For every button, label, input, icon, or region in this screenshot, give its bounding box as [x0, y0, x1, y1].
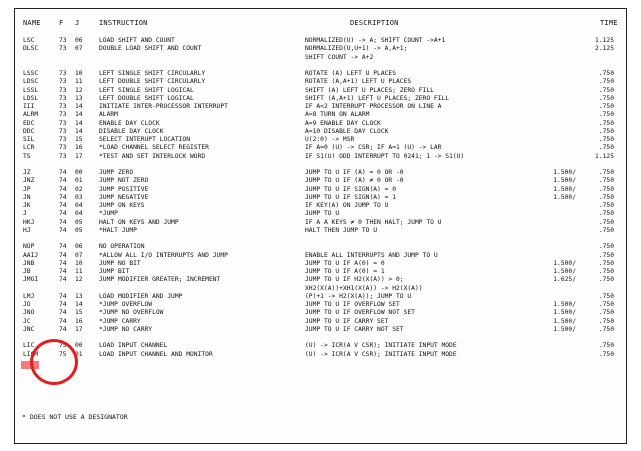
row-f: 74: [59, 169, 67, 176]
row-j: 03: [75, 193, 83, 201]
row-name: NOP: [23, 243, 35, 251]
row-name: HKJ: [23, 218, 35, 226]
row-j: 07: [75, 251, 83, 259]
row-instruction: LOAD MODIFIER AND JUMP: [99, 292, 183, 300]
table-row: [15, 342, 626, 350]
instruction-table-page: [14, 8, 627, 444]
row-f: 74: [59, 309, 67, 317]
row-time: .750: [598, 325, 614, 333]
row-name: LDSL: [23, 94, 39, 102]
row-description: JUMP TO U IF (A) = 0 OR -0: [305, 169, 404, 176]
table-row: [15, 177, 626, 185]
row-name: AAIJ: [23, 251, 39, 259]
table-row: [15, 293, 626, 301]
row-j: 14: [75, 103, 83, 110]
row-instruction: *JUMP NO CARRY: [99, 325, 153, 333]
row-description: JUMP TO U IF OVERFLOW NOT SET: [305, 309, 415, 317]
row-time: .750: [598, 350, 614, 358]
row-j: 01: [75, 350, 83, 358]
row-instruction: LEFT DOUBLE SHIFT LOGICAL: [99, 94, 194, 102]
row-f: 73: [59, 37, 67, 44]
row-f: 74: [59, 210, 67, 218]
row-time: .750: [598, 276, 614, 284]
row-time: .750: [598, 226, 614, 234]
row-description: JUMP TO U IF (A) ≠ 0 OR -0: [305, 177, 404, 185]
row-name: LMJ: [23, 292, 35, 300]
row-time: .750: [598, 94, 614, 102]
row-j: 04: [75, 210, 83, 218]
row-instruction: LEFT SINGLE SHIFT LOGICAL: [99, 86, 194, 94]
row-j: 17: [75, 152, 83, 160]
row-name: JZ: [23, 169, 31, 176]
row-time-alt: 1.500/: [553, 317, 576, 325]
row-j: 17: [75, 325, 83, 333]
row-description: JUMP TO U IF SIGN(A) = 0: [305, 185, 396, 193]
table-row: [15, 153, 626, 161]
row-name: SIL: [23, 136, 35, 143]
row-time: .750: [598, 78, 614, 86]
row-description: IF A<2 INTERRUPT PROCESSOR ON LINE A: [305, 103, 442, 110]
row-description: U(2:0) -> MSR: [305, 136, 355, 143]
row-name: JK: [23, 202, 31, 209]
table-row: [15, 169, 626, 177]
row-description: NORMALIZED(U,U+1) -> A,A+1;: [305, 45, 408, 53]
row-j: 11: [75, 78, 83, 86]
row-name: LSSC: [23, 70, 39, 77]
row-time: .750: [598, 144, 614, 152]
row-instruction: JUMP ON KEYS: [99, 202, 145, 209]
table-row: [15, 111, 626, 119]
row-instruction: *LOAD CHANNEL SELECT REGISTER: [99, 144, 209, 152]
table-row: [15, 136, 626, 144]
row-name: LIC: [23, 342, 35, 350]
row-time: .750: [598, 169, 614, 176]
row-instruction: ALARM: [99, 111, 118, 119]
row-description: (U) -> ICR(A V CSR); INITIATE INPUT MODE: [305, 350, 457, 358]
row-description: SHIFT COUNT -> A+2: [305, 53, 374, 61]
footnote: * DOES NOT USE A DESIGNATOR: [22, 413, 128, 421]
row-time: 1.125: [595, 152, 614, 160]
row-description: A=8 TURN ON ALARM: [305, 111, 370, 119]
row-instruction: SELECT INTERUPT LOCATION: [99, 136, 190, 143]
row-time: .750: [598, 202, 614, 209]
row-name: LDSC: [23, 78, 39, 86]
row-description: IF A A KEYS ≠ 0 THEN HALT; JUMP TO U: [305, 218, 442, 226]
row-instruction: DOUBLE LOAD SHIFT AND COUNT: [99, 45, 202, 53]
table-row: [15, 202, 626, 210]
header-time: TIME: [600, 19, 618, 27]
row-name: HJ: [23, 226, 31, 234]
table-row: [15, 95, 626, 103]
table-row: [15, 103, 626, 111]
row-time-alt: 1.500/: [553, 259, 576, 267]
row-instruction: JUMP ZERO: [99, 169, 134, 176]
row-description: IF A=0 (U) -> CSR; IF A=1 (U) -> LAR: [305, 144, 442, 152]
row-name: JN: [23, 193, 31, 201]
row-instruction: JUMP NOT ZERO: [99, 177, 149, 185]
row-instruction: JUMP NEGATIVE: [99, 193, 149, 201]
row-instruction: LEFT DOUBLE SHIFT CIRCULARLY: [99, 78, 206, 86]
row-name: JNB: [23, 259, 35, 267]
row-name: LCR: [23, 144, 35, 152]
row-time: 1.125: [595, 37, 614, 44]
row-time-alt: 1.500/: [553, 177, 576, 185]
row-time-alt: 1.500/: [553, 193, 576, 201]
row-description: JUMP TO U IF SIGN(A) = 1: [305, 193, 396, 201]
row-f: 73: [59, 119, 67, 127]
row-name: ALRM: [23, 111, 39, 119]
row-name: JNO: [23, 309, 35, 317]
row-description: HALT THEN JUMP TO U: [305, 226, 378, 234]
table-row: [15, 87, 626, 95]
row-description: (P)+1 -> H2(X(A)); JUMP TO U: [305, 292, 412, 300]
row-instruction: LOAD INPUT CHANNEL AND MONITOR: [99, 350, 213, 358]
table-row: [15, 326, 626, 334]
row-f: 73: [59, 127, 67, 135]
row-name: JNZ: [23, 177, 35, 185]
row-instruction: JUMP MODIFIER GREATER; INCREMENT: [99, 276, 221, 284]
row-time: .750: [598, 292, 614, 300]
row-f: 74: [59, 193, 67, 201]
row-time: 2.125: [595, 45, 614, 53]
row-j: 16: [75, 144, 83, 152]
row-j: 00: [75, 342, 83, 350]
table-row: [15, 78, 626, 86]
row-instruction: LEFT SINGLE SHIFT CIRCULARLY: [99, 70, 206, 77]
row-j: 01: [75, 177, 83, 185]
row-time: .750: [598, 193, 614, 201]
row-j: 14: [75, 111, 83, 119]
row-name: LICM: [23, 350, 39, 358]
row-j: 16: [75, 317, 83, 325]
table-row: [15, 235, 626, 243]
row-name: J: [23, 210, 27, 218]
row-f: 74: [59, 251, 67, 259]
row-f: 73: [59, 103, 67, 110]
table-row: [15, 186, 626, 194]
row-j: 11: [75, 268, 83, 275]
row-name: JNC: [23, 325, 35, 333]
row-f: 73: [59, 111, 67, 119]
row-j: 14: [75, 119, 83, 127]
row-f: 73: [59, 136, 67, 143]
table-row: [15, 210, 626, 218]
row-description: A=9 ENABLE DAY CLOCK: [305, 119, 381, 127]
row-f: 73: [59, 78, 67, 86]
row-instruction: INITIATE INTER-PROCESSOR INTERRUPT: [99, 103, 228, 110]
row-f: 75: [59, 342, 67, 350]
row-j: 00: [75, 169, 83, 176]
table-row: [15, 120, 626, 128]
table-row: [15, 54, 626, 62]
row-instruction: JUMP POSITIVE: [99, 185, 149, 193]
row-time: .750: [598, 136, 614, 143]
row-j: 10: [75, 70, 83, 77]
row-j: 13: [75, 292, 83, 300]
row-description: A=10 DISABLE DAY CLOCK: [305, 127, 389, 135]
row-description: JUMP TO U IF A(0) = 0: [305, 259, 385, 267]
row-time: .750: [598, 70, 614, 77]
row-name: LSC: [23, 37, 35, 44]
table-row: [15, 301, 626, 309]
row-time-alt: 1.500/: [553, 309, 576, 317]
row-f: 74: [59, 243, 67, 251]
table-row: [15, 45, 626, 53]
row-instruction: LOAD SHIFT AND COUNT: [99, 37, 175, 44]
row-f: 73: [59, 144, 67, 152]
row-instruction: JUMP BIT: [99, 268, 130, 275]
row-f: 74: [59, 259, 67, 267]
row-f: 74: [59, 218, 67, 226]
row-time: .750: [598, 243, 614, 251]
table-row: [15, 219, 626, 227]
row-j: 14: [75, 127, 83, 135]
row-description: SHIFT (A) LEFT U PLACES; ZERO FILL: [305, 86, 434, 94]
row-description: ENABLE ALL INTERRUPTS AND JUMP TO U: [305, 251, 438, 259]
row-description: SHIFT (A,A+1) LEFT U PLACES; ZERO FILL: [305, 94, 450, 102]
header-description: DESCRIPTION: [350, 19, 399, 27]
row-j: 06: [75, 37, 83, 44]
row-name: DLSC: [23, 45, 39, 53]
row-instruction: ENABLE DAY CLOCK: [99, 119, 160, 127]
row-f: 73: [59, 45, 67, 53]
table-row: [15, 144, 626, 152]
row-name: TS: [23, 152, 31, 160]
header-name: NAME: [23, 19, 41, 27]
row-f: 75: [59, 350, 67, 358]
row-j: 12: [75, 86, 83, 94]
row-instruction: HALT ON KEYS AND JUMP: [99, 218, 179, 226]
row-time: .750: [598, 177, 614, 185]
table-row: [15, 252, 626, 260]
row-time: .750: [598, 103, 614, 110]
row-instruction: *ALLOW ALL I/O INTERRUPTS AND JUMP: [99, 251, 228, 259]
header-j: J: [75, 19, 80, 27]
table-row: [15, 194, 626, 202]
row-j: 10: [75, 259, 83, 267]
row-description: IF KEY(A) ON JUMP TO U: [305, 202, 389, 209]
table-row: [15, 285, 626, 293]
row-j: 05: [75, 218, 83, 226]
table-row: [15, 318, 626, 326]
row-instruction: LOAD INPUT CHANNEL: [99, 342, 168, 350]
row-j: 04: [75, 202, 83, 209]
row-instruction: *JUMP OVERFLOW: [99, 301, 153, 308]
row-description: IF S1(U) ODD INTERRUPT TO 0241; 1 -> S1(U): [305, 152, 465, 160]
row-f: 73: [59, 86, 67, 94]
row-j: 14: [75, 301, 83, 308]
table-row: [15, 70, 626, 78]
row-j: 13: [75, 94, 83, 102]
row-time: .750: [598, 185, 614, 193]
row-j: 05: [75, 226, 83, 234]
row-f: 74: [59, 276, 67, 284]
row-description: JUMP TO U IF CARRY NOT SET: [305, 325, 404, 333]
table-row: [15, 62, 626, 70]
row-time: .750: [598, 218, 614, 226]
row-description: (U) -> ICR(A V CSR); INITIATE INPUT MODE: [305, 342, 457, 350]
row-description: ROTATE (A,A+1) LEFT U PLACES: [305, 78, 412, 86]
table-row: [15, 161, 626, 169]
table-row: [15, 309, 626, 317]
row-instruction: *JUMP CARRY: [99, 317, 141, 325]
row-name: III: [23, 103, 35, 110]
table-row: [15, 227, 626, 235]
row-f: 73: [59, 152, 67, 160]
row-instruction: DISABLE DAY CLOCK: [99, 127, 164, 135]
row-time: .750: [598, 251, 614, 259]
row-time: .750: [598, 127, 614, 135]
row-f: 73: [59, 70, 67, 77]
header-f: F: [59, 19, 64, 27]
table-row: [15, 276, 626, 284]
red-circle-annotation: [30, 339, 78, 385]
row-j: 02: [75, 185, 83, 193]
row-name: JP: [23, 185, 31, 193]
row-time: .750: [598, 119, 614, 127]
row-j: 06: [75, 243, 83, 251]
row-instruction: *TEST AND SET INTERLOCK WORD: [99, 152, 206, 160]
row-f: 74: [59, 202, 67, 209]
row-name: EDC: [23, 119, 35, 127]
row-f: 74: [59, 301, 67, 308]
table-row: [15, 37, 626, 45]
row-time: .750: [598, 317, 614, 325]
table-row: [15, 128, 626, 136]
row-time-alt: 1.625/: [553, 276, 576, 284]
row-name: JB: [23, 268, 31, 275]
row-instruction: *JUMP NO OVERFLOW: [99, 309, 164, 317]
row-description: ROTATE (A) LEFT U PLACES: [305, 70, 396, 77]
row-f: 74: [59, 292, 67, 300]
row-instruction: JUMP NO BIT: [99, 259, 141, 267]
row-time-alt: 1.500/: [553, 268, 576, 275]
row-f: 74: [59, 268, 67, 275]
row-f: 74: [59, 317, 67, 325]
row-description: JUMP TO U IF OVERFLOW SET: [305, 301, 400, 308]
row-name: JO: [23, 301, 31, 308]
row-instruction: NO OPERATION: [99, 243, 145, 251]
row-time: .750: [598, 86, 614, 94]
row-instruction: *HALT JUMP: [99, 226, 137, 234]
table-row: [15, 243, 626, 251]
row-time: .750: [598, 268, 614, 275]
row-name: DDC: [23, 127, 35, 135]
row-f: 73: [59, 94, 67, 102]
row-j: 12: [75, 276, 83, 284]
row-j: 15: [75, 136, 83, 143]
row-time: .750: [598, 259, 614, 267]
row-time: .750: [598, 210, 614, 218]
row-description: JUMP TO U IF CARRY SET: [305, 317, 389, 325]
row-time-alt: 1.500/: [553, 325, 576, 333]
row-time: .750: [598, 309, 614, 317]
table-row: [15, 260, 626, 268]
row-description: JUMP TO U: [305, 210, 340, 218]
table-row: [15, 334, 626, 342]
row-time: .750: [598, 111, 614, 119]
row-instruction: *JUMP: [99, 210, 118, 218]
row-time: .750: [598, 342, 614, 350]
row-time-alt: 1.500/: [553, 169, 576, 176]
table-row: [15, 351, 626, 359]
row-f: 74: [59, 325, 67, 333]
table-row: [15, 268, 626, 276]
row-time: .750: [598, 301, 614, 308]
row-description: JUMP TO U IF H2(X(A)) > 0;: [305, 276, 404, 284]
row-time-alt: 1.500/: [553, 301, 576, 308]
row-f: 74: [59, 226, 67, 234]
header-instruction: INSTRUCTION: [99, 19, 148, 27]
row-j: 07: [75, 45, 83, 53]
row-time-alt: 1.500/: [553, 185, 576, 193]
row-name: JMGI: [23, 276, 39, 284]
row-f: 74: [59, 185, 67, 193]
row-name: LSSL: [23, 86, 39, 94]
row-description: NORMALIZED(U) -> A; SHIFT COUNT ->A+1: [305, 37, 446, 44]
row-description: JUMP TO U IF A(0) = 1: [305, 268, 385, 275]
row-f: 74: [59, 177, 67, 185]
row-name: JC: [23, 317, 31, 325]
row-j: 15: [75, 309, 83, 317]
row-description: XH2(X(A))+XH1(X(A)) -> H2(X(A)): [305, 284, 423, 292]
